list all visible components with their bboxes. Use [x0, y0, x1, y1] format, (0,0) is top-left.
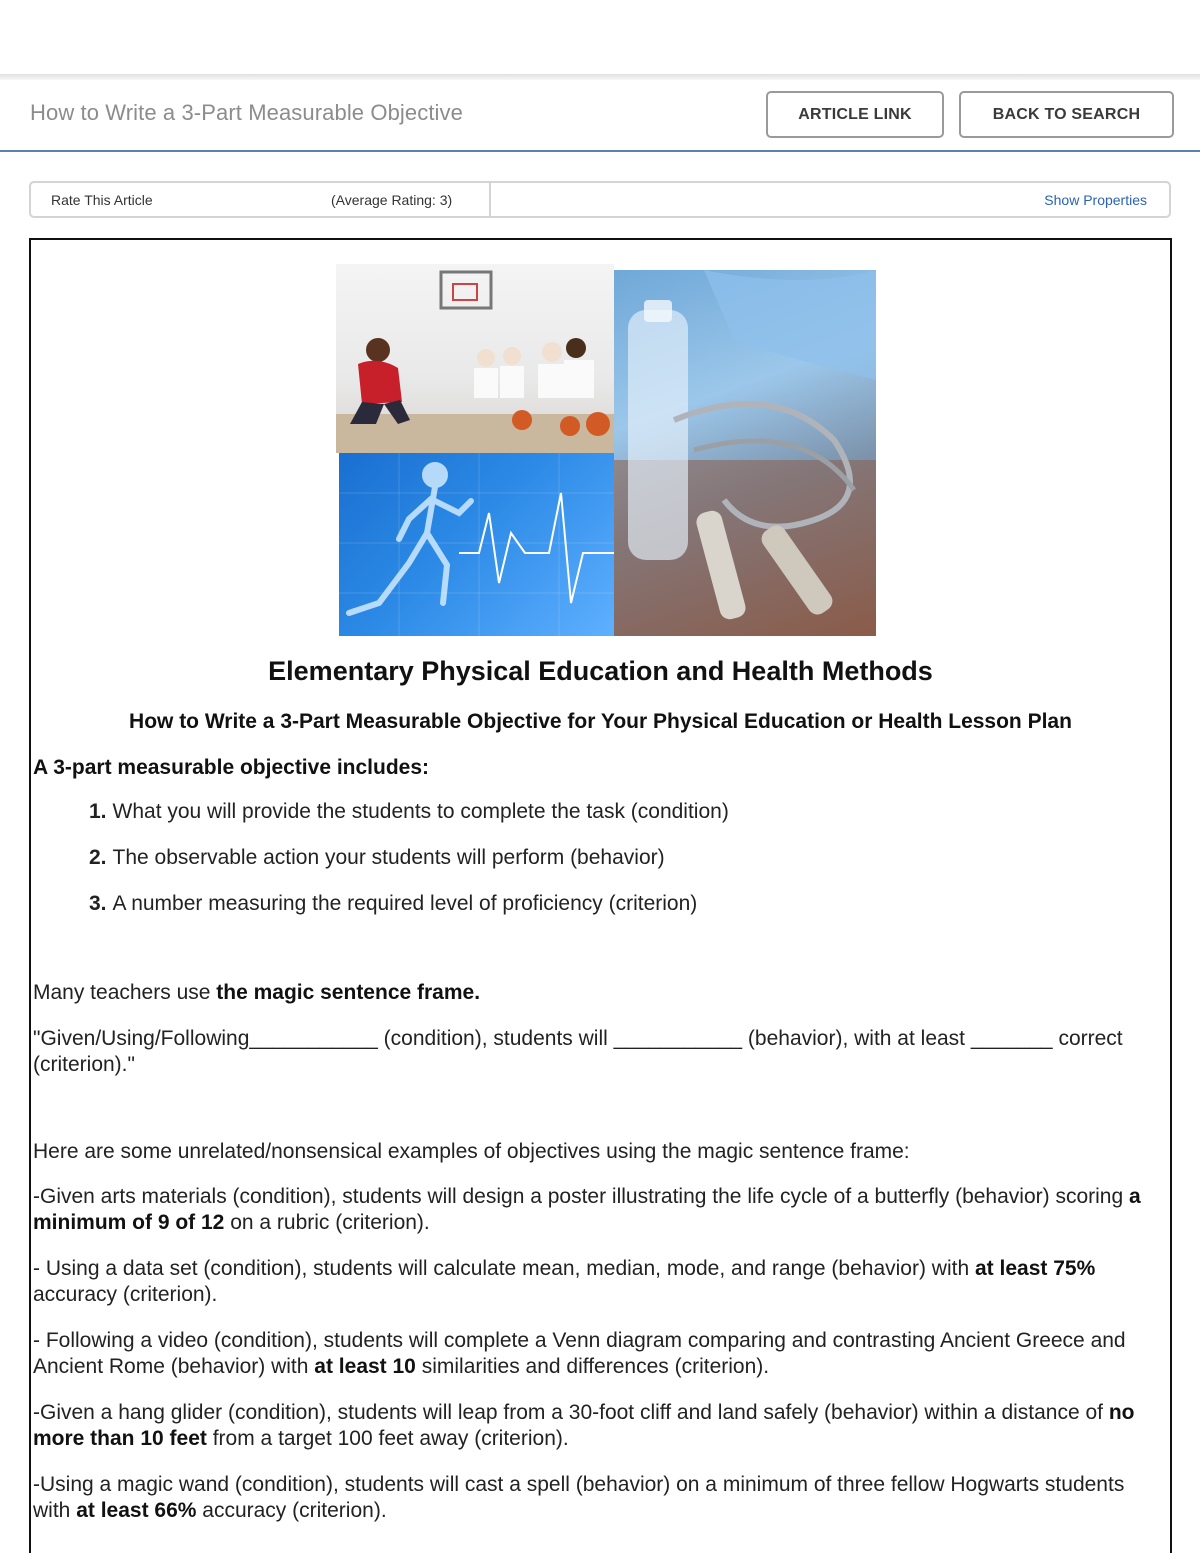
list-item: 1. What you will provide the students to complete the task (condition)	[89, 800, 729, 823]
example-objective: - Following a video (condition), students will complete a Venn diagram comparing and contrasting Ancient Greece and Ancient Rome (behavior) with at least 10 similarities and differences (criterion).	[33, 1329, 1126, 1378]
back-to-search-button[interactable]: BACK TO SEARCH	[959, 91, 1174, 138]
hero-collage-image	[336, 264, 876, 638]
article-title: Elementary Physical Education and Health Methods	[268, 656, 933, 686]
objective-intro-label: A 3-part measurable objective includes:	[33, 756, 430, 779]
rate-this-article-label[interactable]: Rate This Article	[51, 192, 153, 208]
magic-sentence-frame: "Given/Using/Following___________ (condition), students will ___________ (behavior), with at least _______ correct (criterion)."	[33, 1027, 1123, 1076]
rating-bar	[29, 181, 1171, 218]
article-body	[29, 238, 1172, 1553]
rating-divider	[489, 183, 491, 216]
article-link-button[interactable]: ARTICLE LINK	[766, 91, 944, 138]
article-header	[0, 80, 1200, 152]
article-subtitle: How to Write a 3-Part Measurable Objective for Your Physical Education or Health Lesson Plan	[129, 710, 1072, 733]
water-bottle-jump-rope-photo	[614, 270, 876, 636]
example-objective: -Using a magic wand (condition), students will cast a spell (behavior) on a minimum of three fellow Hogwarts students with at least 66% accuracy (criterion).	[33, 1473, 1125, 1522]
objective-parts-list	[89, 800, 729, 938]
average-rating: (Average Rating: 3)	[331, 192, 453, 208]
page-title: How to Write a 3-Part Measurable Objective	[30, 100, 463, 125]
list-item: 3. A number measuring the required level of proficiency (criterion)	[89, 892, 698, 915]
gym-class-photo	[336, 264, 614, 453]
magic-frame-intro: Many teachers use the magic sentence frame.	[33, 981, 481, 1004]
example-objective: - Using a data set (condition), students will calculate mean, median, mode, and range (behavior) with at least 75% accuracy (criterion).	[33, 1257, 1096, 1306]
runner-xray-image	[339, 453, 614, 636]
show-properties-link[interactable]: Show Properties	[1044, 192, 1147, 208]
examples-intro: Here are some unrelated/nonsensical examples of objectives using the magic sentence frame:	[33, 1140, 910, 1163]
list-item: 2. The observable action your students will perform (behavior)	[89, 846, 665, 869]
example-objective: -Given a hang glider (condition), students will leap from a 30-foot cliff and land safely (behavior) within a distance of no more than 10 feet from a target 100 feet away (criterion).	[33, 1401, 1135, 1450]
top-blank-area	[0, 0, 1200, 78]
example-objective: -Given arts materials (condition), students will design a poster illustrating the life cycle of a butterfly (behavior) scoring a minimum of 9 of 12 on a rubric (criterion).	[33, 1185, 1141, 1234]
